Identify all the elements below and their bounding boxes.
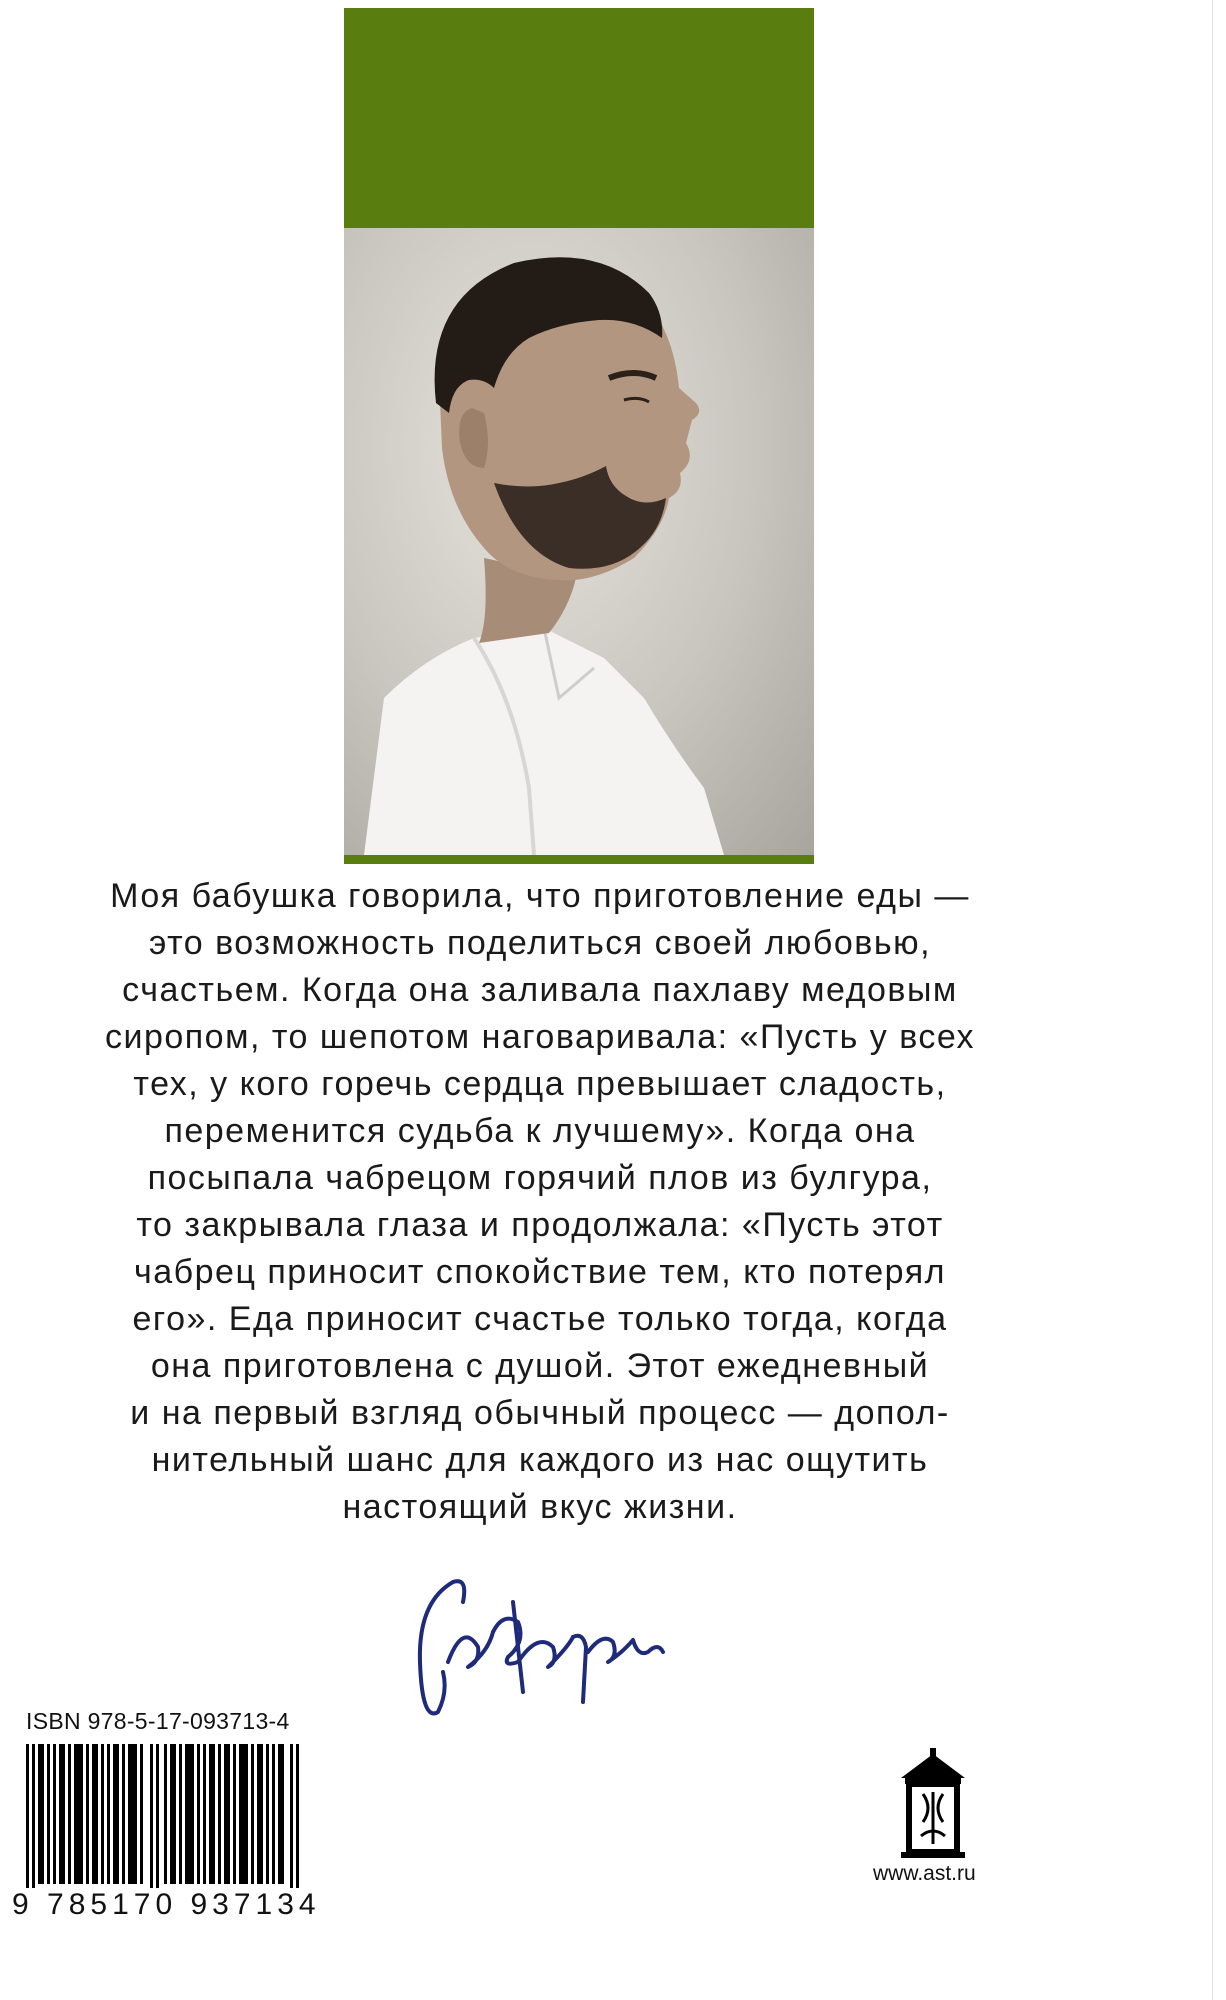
barcode-icon xyxy=(24,1744,300,1904)
isbn-label: ISBN 978-5-17-093713-4 xyxy=(26,1708,290,1734)
barcode-digits: 9 785170 937134 xyxy=(12,1888,321,1921)
blurb-line: она приготовлена с душой. Этот ежедневный xyxy=(150,1347,930,1385)
author-photo xyxy=(344,228,814,855)
blurb-line: тех, у кого горечь сердца превышает сладость, xyxy=(133,1065,947,1103)
cover-green-band xyxy=(344,8,814,228)
blurb-line: это возможность поделиться своей любовью, xyxy=(148,924,932,962)
publisher-lantern-logo-icon xyxy=(897,1748,969,1858)
blurb-line: сиропом, то шепотом наговаривала: «Пусть у всех xyxy=(104,1018,976,1056)
page-edge-line xyxy=(1212,0,1213,2000)
blurb-line: то закрывала глаза и продолжала: «Пусть этот xyxy=(136,1206,944,1244)
cover-green-strip xyxy=(344,855,814,864)
blurb-line: чабрец приносит спокойствие тем, кто потерял xyxy=(134,1253,946,1291)
blurb-line: нительный шанс для каждого из нас ощутить xyxy=(151,1441,929,1479)
signature-icon xyxy=(408,1562,678,1742)
blurb-line: переменится судьба к лучшему». Когда она xyxy=(164,1112,916,1150)
publisher-website: www.ast.ru xyxy=(873,1862,976,1885)
blurb-line: посыпала чабрецом горячий плов из булгура, xyxy=(147,1159,933,1197)
blurb-line: и на первый взгляд обычный процесс — допол- xyxy=(130,1394,950,1432)
blurb-line: его». Еда приносит счастье только тогда, когда xyxy=(132,1300,948,1338)
blurb-line: Моя бабушка говорила, что приготовление еды — xyxy=(110,877,970,915)
blurb-text xyxy=(40,873,1040,1531)
blurb-line: счастьем. Когда она заливала пахлаву медовым xyxy=(122,971,958,1009)
blurb-line: настоящий вкус жизни. xyxy=(342,1488,738,1526)
